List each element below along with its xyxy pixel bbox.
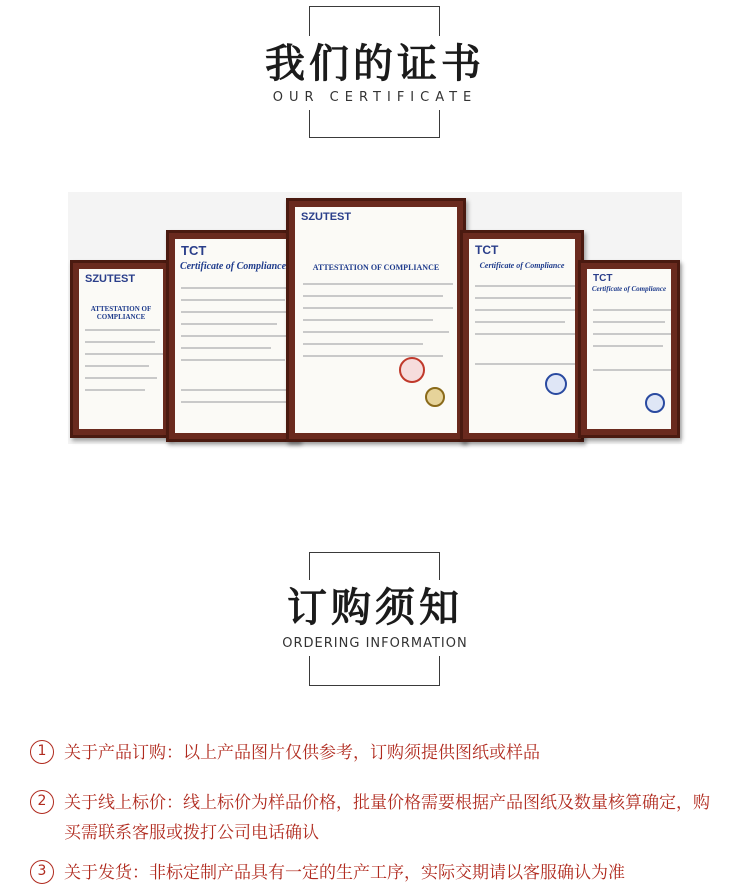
seal-icon — [645, 393, 665, 413]
certificate-gallery — [68, 192, 682, 444]
header-bracket-bottom — [309, 656, 440, 686]
note-text: 关于发货：非标定制产品具有一定的生产工序，实际交期请以客服确认为准 — [64, 863, 625, 883]
certificate-brand: SZUTEST — [301, 211, 352, 223]
header-bracket-top — [309, 6, 440, 36]
note-text: 关于线上标价：线上标价为样品价格，批量价格需要根据产品图纸及数量核算确定，购买需联系客服或拨打公司电话确认 — [64, 793, 710, 843]
note-item — [30, 738, 730, 768]
certificate-brand: TCT — [475, 243, 499, 257]
certificate-heading: Certificate of Compliance — [479, 261, 565, 270]
seal-icon — [399, 357, 425, 383]
seal-icon — [545, 373, 567, 395]
note-number: 2 — [30, 790, 54, 814]
certificate-title: 我们的证书 — [0, 38, 750, 90]
header-bracket-top — [309, 552, 440, 580]
certificate-heading: ATTESTATION OF COMPLIANCE — [90, 305, 152, 321]
seal-icon — [425, 387, 445, 407]
certificate-heading: ATTESTATION OF COMPLIANCE — [312, 263, 440, 272]
certificate-brand: SZUTEST — [85, 273, 136, 285]
note-number: 1 — [30, 740, 54, 764]
certificate-frame — [578, 260, 680, 438]
ordering-title: 订购须知 — [0, 582, 750, 634]
certificate-frame — [460, 230, 584, 442]
note-item — [30, 858, 730, 888]
note-item — [30, 788, 730, 848]
header-bracket-bottom — [309, 110, 440, 138]
certificate-frame — [286, 198, 466, 442]
certificate-frame — [70, 260, 172, 438]
certificate-brand: TCT — [181, 243, 207, 258]
ordering-subtitle: ORDERING INFORMATION — [282, 636, 468, 651]
certificate-subtitle: OUR CERTIFICATE — [272, 90, 478, 105]
certificate-brand: TCT — [593, 273, 613, 284]
note-text: 关于产品订购：以上产品图片仅供参考，订购须提供图纸或样品 — [64, 743, 540, 763]
certificate-frame — [166, 230, 300, 442]
certificate-heading: Certificate of Compliance — [591, 285, 667, 293]
certificate-heading: Certificate of Compliance — [179, 261, 287, 272]
note-number: 3 — [30, 860, 54, 884]
